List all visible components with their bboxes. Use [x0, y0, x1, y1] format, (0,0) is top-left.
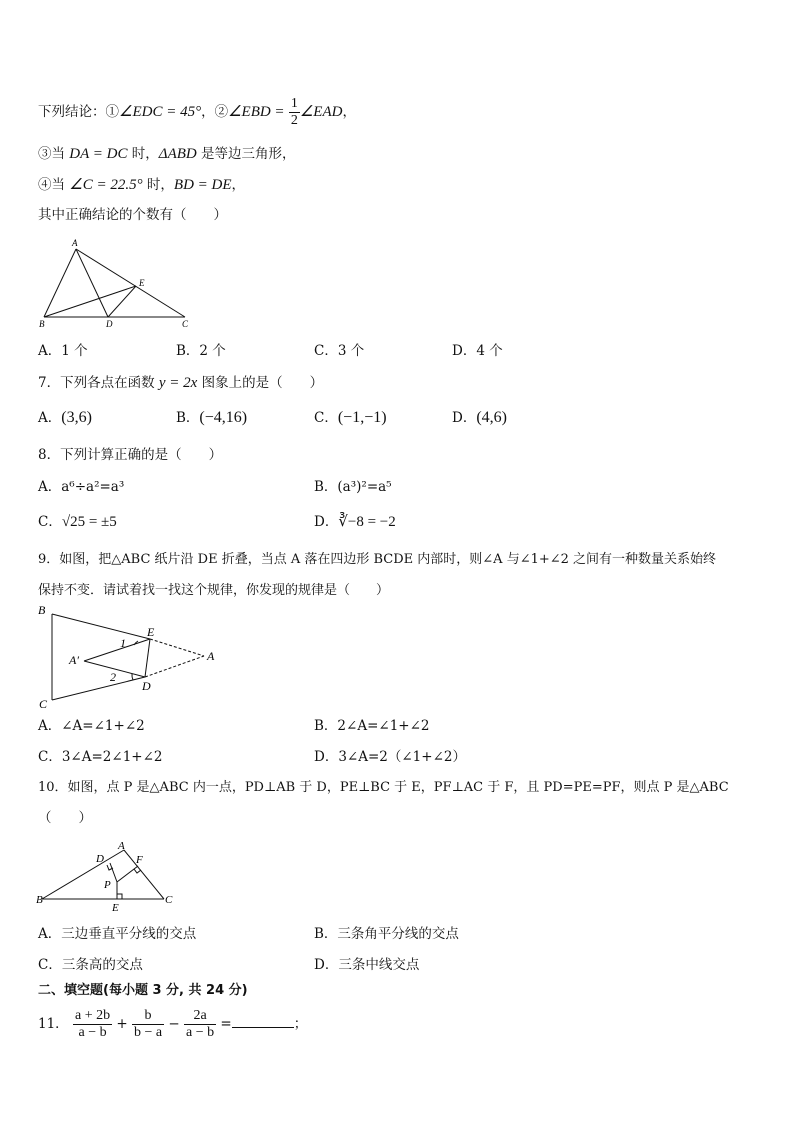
q6-question: 其中正确结论的个数有（ ） — [38, 207, 227, 223]
q6-option-d[interactable]: D．4 个 — [452, 343, 503, 359]
q9-option-b[interactable]: B．2∠A=∠1+∠2 — [314, 718, 430, 734]
seg-ab — [44, 249, 76, 317]
q10-option-d[interactable]: D．三条中线交点 — [314, 957, 420, 973]
q7-option-d-label: D． — [452, 410, 477, 426]
q9-label-2: 2 — [110, 670, 116, 684]
angle-2-arc — [132, 674, 133, 680]
frac-num: b — [132, 1008, 164, 1025]
q6-line1 — [38, 96, 356, 129]
q11-number: 11． — [38, 1016, 69, 1032]
seg-ea-prime — [84, 639, 150, 661]
q9-label-a-prime: A′ — [69, 653, 79, 667]
q10-option-b[interactable]: B．三条角平分线的交点 — [314, 926, 459, 942]
q8-option-d[interactable] — [314, 513, 396, 531]
seg-ea-dashed — [150, 639, 204, 656]
q6-label-a: A — [72, 238, 78, 248]
q6-line1-sep: ，② — [201, 104, 229, 120]
q11-fraction-2 — [132, 1008, 164, 1041]
q10-label-e: E — [112, 902, 119, 914]
q6-line2-a: ③当 — [38, 146, 70, 162]
frac-num: a + 2b — [74, 1008, 111, 1023]
q7-option-a-value: (3,6) — [61, 409, 92, 426]
q6-half-fraction — [289, 96, 300, 129]
q9-fold-figure — [34, 604, 224, 712]
q8-option-b[interactable]: B．(a³)²=a⁵ — [314, 479, 392, 495]
q6-label-d: D — [106, 319, 113, 329]
q7-function: y = 2x — [158, 375, 198, 391]
q6-line3-a: ④当 — [38, 177, 70, 193]
frac-num: 2a — [184, 1008, 216, 1025]
q9-label-e: E — [147, 625, 155, 639]
q6-expr-angle-c: ∠C = 22.5° — [69, 177, 143, 193]
q8-option-c-expr: √25 = ±5 — [61, 514, 117, 530]
q10-label-p: P — [104, 879, 111, 891]
q6-line1-prefix: 下列结论：① — [38, 104, 119, 120]
q10-label-c: C — [165, 894, 173, 906]
section-heading: 二、填空题(每小题 3 分, 共 24 分) — [38, 983, 248, 998]
q6-line3-b: 时， — [142, 177, 174, 193]
q6-expr-bd-de: BD = DE — [173, 177, 232, 193]
q6-line3 — [38, 176, 245, 194]
q7-option-b-label: B． — [176, 410, 200, 426]
q8-option-c-label: C． — [38, 514, 62, 530]
q7-option-c-value: (−1,−1) — [337, 409, 387, 426]
seg-be — [52, 614, 150, 639]
q7-option-c[interactable] — [314, 409, 387, 427]
q7-option-c-label: C． — [314, 410, 338, 426]
q6-label-c: C — [182, 319, 189, 329]
q8-option-c[interactable] — [38, 513, 117, 531]
q7-stem — [38, 374, 323, 392]
q10-label-a: A — [118, 840, 125, 852]
q9-label-c: C — [39, 697, 48, 711]
q9-stem-line1: 9．如图，把△ABC 纸片沿 DE 折叠，当点 A 落在四边形 BCDE 内部时，则∠A 与∠1+∠2 之间有一种数量关系始终 — [38, 552, 717, 567]
q10-stem-line2: （ ） — [38, 810, 92, 826]
q11-line — [38, 1004, 307, 1044]
q6-line2 — [38, 145, 296, 163]
q8-option-d-expr: ∛−8 = −2 — [338, 514, 396, 530]
q11-end: ； — [293, 1016, 308, 1032]
q11-fraction-3 — [184, 1008, 216, 1041]
q8-stem: 8．下列计算正确的是（ ） — [38, 447, 223, 463]
seg-ac — [124, 850, 164, 899]
q11-plus: + — [116, 1016, 128, 1032]
seg-da-dashed — [145, 656, 204, 677]
q6-line1-end: ， — [342, 104, 356, 120]
q10-option-a[interactable]: A．三边垂直平分线的交点 — [38, 926, 197, 942]
q6-label-b: B — [39, 319, 45, 329]
q10-triangle-figure — [34, 838, 184, 916]
q10-option-c[interactable]: C．三条高的交点 — [38, 957, 143, 973]
q9-stem-line2: 保持不变．请试着找一找这个规律，你发现的规律是（ ） — [38, 583, 390, 598]
seg-ed — [145, 639, 150, 677]
q11-minus: − — [168, 1016, 180, 1032]
q7-stem-b: 图象上的是（ ） — [197, 375, 324, 391]
q9-label-1: 1 — [120, 636, 126, 650]
seg-pf — [117, 866, 138, 882]
q9-label-b: B — [38, 604, 46, 617]
q8-option-a[interactable]: A．a⁶÷a²=a³ — [38, 479, 125, 495]
q7-option-b[interactable] — [176, 409, 247, 427]
q9-label-a: A — [207, 649, 215, 663]
seg-ba — [42, 850, 124, 899]
frac-den: 2 — [290, 113, 298, 128]
q7-option-b-value: (−4,16) — [199, 409, 248, 426]
q11-answer-blank[interactable] — [232, 1013, 294, 1028]
q6-label-e: E — [139, 278, 145, 288]
q6-option-b[interactable]: B．2 个 — [176, 343, 226, 359]
q10-label-f: F — [136, 854, 143, 866]
q7-option-a-label: A． — [38, 410, 62, 426]
q9-option-c[interactable]: C．3∠A=2∠1+∠2 — [38, 749, 163, 765]
right-angle-e — [117, 894, 122, 899]
q7-option-a[interactable] — [38, 409, 92, 427]
q10-label-d: D — [96, 853, 104, 865]
q6-triangle-figure — [36, 236, 196, 332]
q6-line2-b: 时， — [127, 146, 159, 162]
q7-stem-a: 7．下列各点在函数 — [38, 375, 159, 391]
q7-option-d[interactable] — [452, 409, 507, 427]
q10-label-b: B — [36, 894, 43, 906]
q11-equals: = — [220, 1016, 232, 1032]
q6-expr-ead: ∠EAD — [299, 104, 343, 120]
q8-option-d-label: D． — [314, 514, 339, 530]
q6-expr-da-dc: DA = DC — [69, 146, 128, 162]
q11-fraction-1 — [73, 1008, 112, 1041]
frac-den: b − a — [134, 1025, 163, 1040]
q10-stem-line1: 10．如图，点 P 是△ABC 内一点，PD⊥AB 于 D，PE⊥BC 于 E，PF⊥AC 于 F，且 PD=PE=PF，则点 P 是△ABC — [38, 780, 729, 795]
q6-expr-edc: ∠EDC = 45° — [119, 104, 202, 120]
seg-pd — [110, 863, 117, 882]
q9-label-d: D — [142, 679, 151, 693]
q6-expr-abd: ΔABD — [158, 146, 197, 162]
frac-den: a − b — [186, 1025, 215, 1040]
q6-line3-c: ， — [231, 177, 246, 193]
q9-option-a[interactable]: A．∠A=∠1+∠2 — [38, 718, 145, 734]
q6-option-c[interactable]: C．3 个 — [314, 343, 365, 359]
q6-option-a[interactable]: A．1 个 — [38, 343, 88, 359]
seg-cd — [52, 677, 145, 700]
frac-den: a − b — [78, 1025, 107, 1040]
frac-num: 1 — [290, 96, 298, 111]
q7-option-d-value: (4,6) — [476, 409, 507, 426]
q6-expr-ebd: ∠EBD = — [228, 104, 285, 120]
q9-option-d[interactable]: D．3∠A=2（∠1+∠2） — [314, 749, 466, 765]
q6-line2-c: 是等边三角形， — [196, 146, 296, 162]
